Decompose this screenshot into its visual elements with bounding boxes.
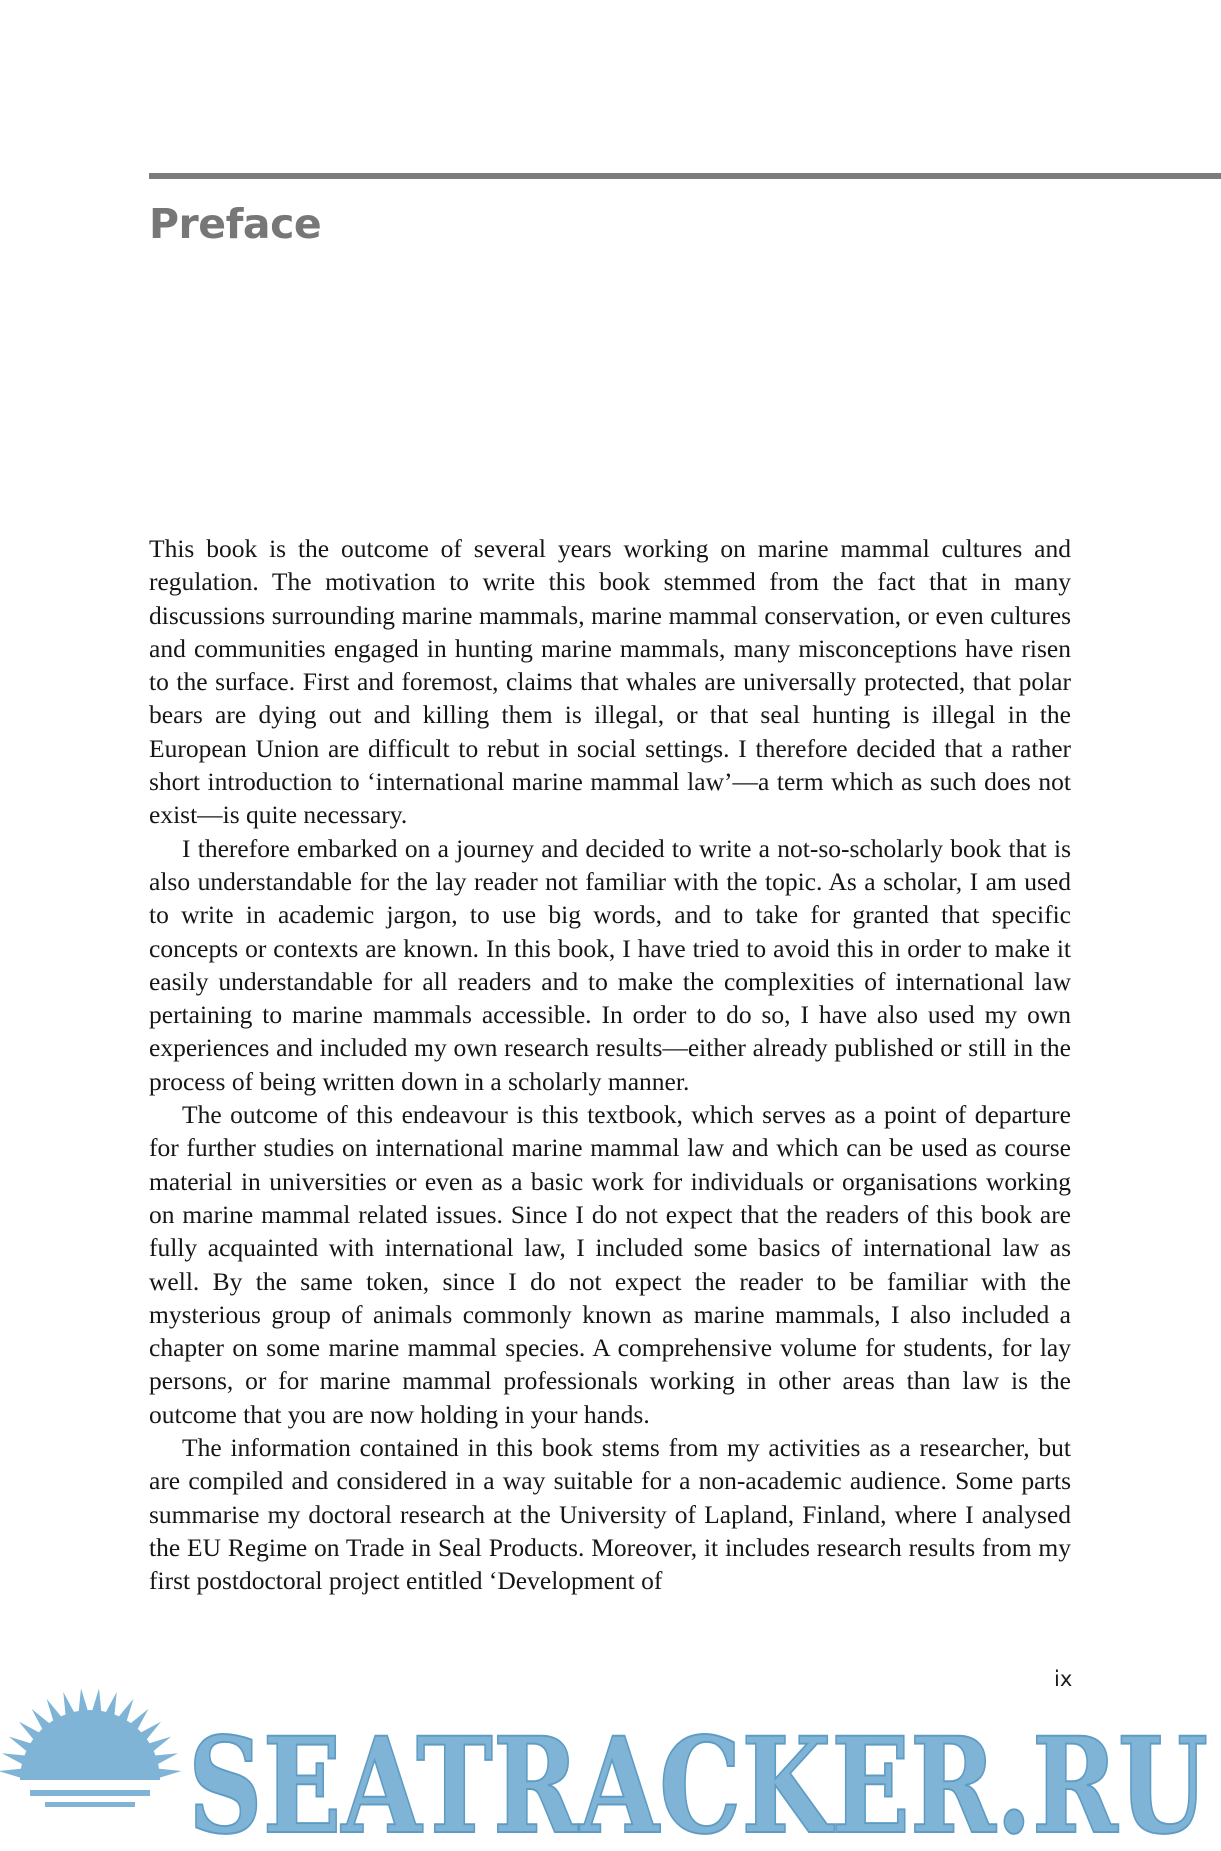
watermark-ground	[30, 1790, 150, 1796]
paragraph: The information contained in this book stems from my activities as a researcher, but are compiled and considered in a way suitable for a non-academic audience. Some parts summarise my doctoral research at the University of Lapland, Finland, where I analysed the EU Regime on Trade in Seal Products. Moreover, it includes research results from my first postdoctoral project entitled ‘Development of	[149, 1433, 1071, 1596]
watermark	[0, 1680, 1221, 1851]
watermark-divider	[0, 1780, 175, 1788]
watermark-text: SEATRACKER.RU	[188, 1709, 1208, 1851]
page-number: ix	[1054, 1667, 1073, 1691]
paragraph: I therefore embarked on a journey and decided to write a not-so-scholarly book that is also understandable for the lay reader not familiar with the topic. As a scholar, I am used to write in academic jargon, to use big words, and to take for granted that specific concepts or contexts are known. In this book, I have tried to avoid this in order to make it easily understandable for all readers and to make the complexities of international law pertaining to marine mammals accessible. In order to do so, I have also used my own experiences and included my own research results—either already published or still in the process of being written down in a scholarly manner.	[149, 833, 1071, 1096]
paragraph: The outcome of this endeavour is this textbook, which serves as a point of departure for further studies on international marine mammal law and which can be used as course material in universities or even as a basic work for individuals or organisations working on marine mammal related issues. Since I do not expect that the readers of this book are fully acquainted with international law, I included some basics of international law as well. By the same token, since I do not expect the reader to be familiar with the mysterious group of animals commonly known as marine mammals, I also included a chapter on some marine mammal species. A comprehensive volume for students, for lay persons, or for marine mammal professionals working in other areas than law is the outcome that you are now holding in your hands.	[149, 1100, 1071, 1429]
paragraph: This book is the outcome of several years working on marine mammal cultures and regulation. The motivation to write this book stemmed from the fact that in many discussions surrounding marine mammals, marine mammal conservation, or even cultures and communities engaged in hunting marine mammals, many misconceptions have risen to the surface. First and foremost, claims that whales are universally protected, that polar bears are dying out and killing them is illegal, or that seal hunting is illegal in the European Union are difficult to rebut in social settings. I therefore decided that a rather short introduction to ‘international marine mammal law’—a term which as such does not exist—is quite necessary.	[149, 534, 1071, 830]
sun-icon	[0, 1688, 182, 1780]
preface-body	[149, 532, 1071, 1598]
chapter-title: Preface	[149, 200, 322, 248]
watermark-ground	[45, 1802, 135, 1807]
chapter-top-rule	[149, 173, 1221, 179]
